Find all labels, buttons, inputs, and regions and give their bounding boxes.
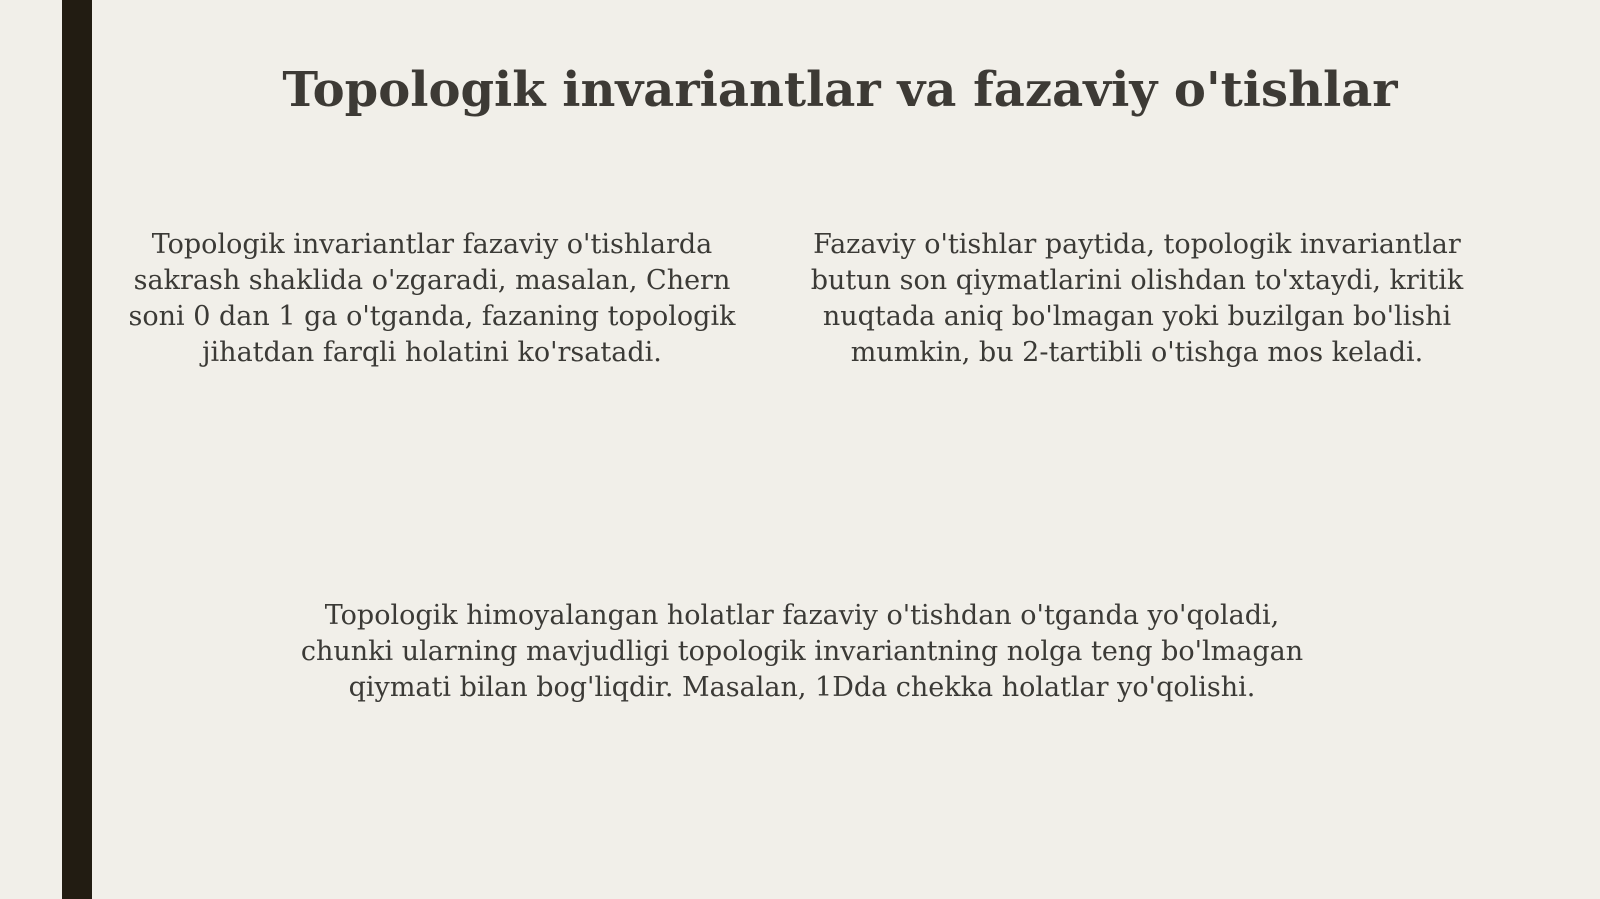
text-block-bottom: Topologik himoyalangan holatlar fazaviy o'tishdan o'tganda yo'qoladi, chunki ularning mavjudligi topologik invariantning nolga teng bo'lmagan qiymati bilan bog'liqdir. Masalan, 1Dda chekka holatlar yo'qolishi. (300, 600, 1304, 703)
text-block-left: Topologik invariantlar fazaviy o'tishlarda sakrash shaklida o'zgaradi, masalan, Chern soni 0 dan 1 ga o'tganda, fazaning topologik jihatdan farqli holatini ko'rsatadi. (128, 229, 736, 368)
slide-title: Topologik invariantlar va fazaviy o'tishlar (282, 62, 1398, 118)
accent-side-bar (62, 0, 92, 899)
text-block-right: Fazaviy o'tishlar paytida, topologik invariantlar butun son qiymatlarini olishdan to'xtaydi, kritik nuqtada aniq bo'lmagan yoki buzilgan bo'lishi mumkin, bu 2-tartibli o'tishga mos keladi. (810, 229, 1464, 368)
